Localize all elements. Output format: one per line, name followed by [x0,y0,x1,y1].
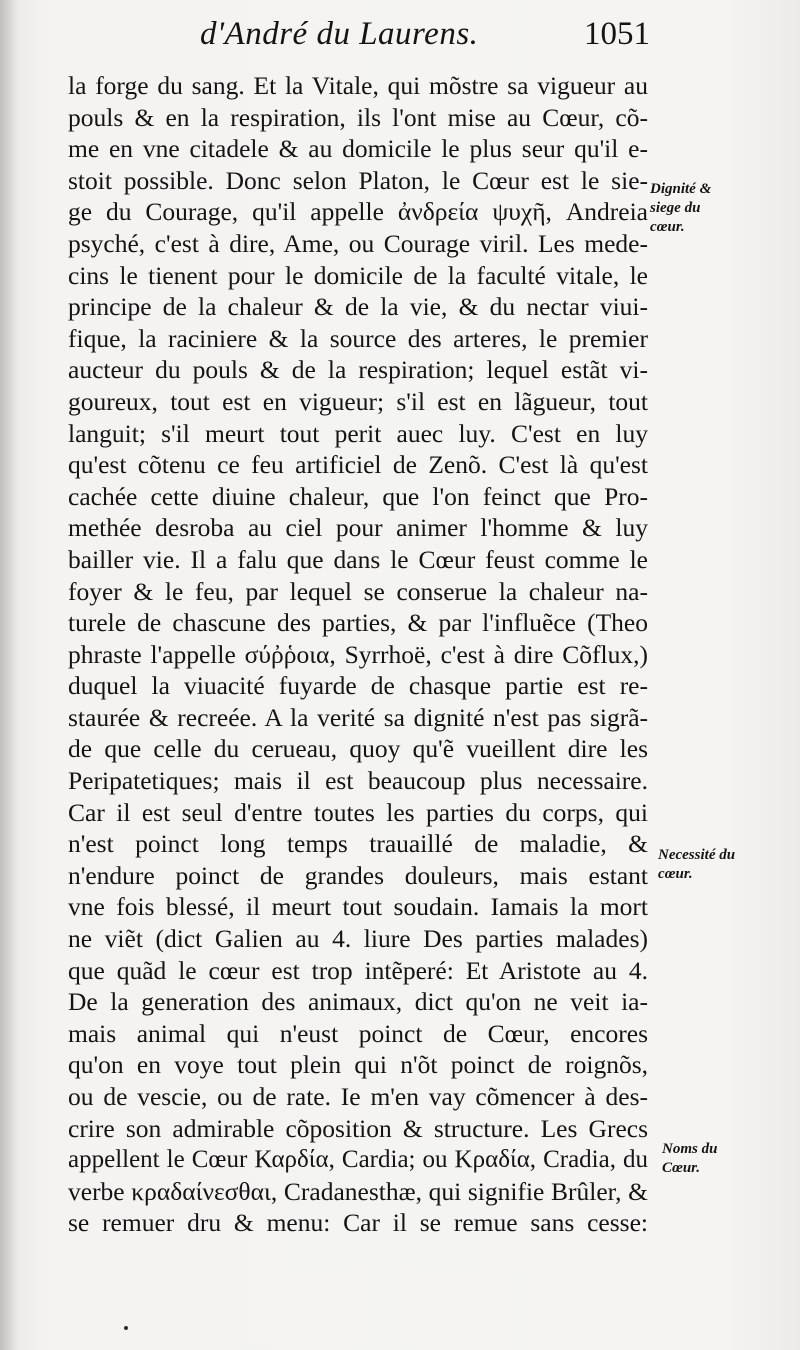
text-line: pouls & en la respiration, ils l'ont mise au Cœur, cõ- [68,102,648,132]
margin-note-line: Noms du [662,1141,718,1157]
text-line: que quãd le cœur est trop intẽperé: Et Aristote au 4. [68,955,648,985]
text-line: bailler vie. Il a falu que dans le Cœur feust comme le [68,544,648,574]
margin-note-necessite [658,846,735,884]
ink-speck [124,1326,128,1330]
text-line: qu'on en voye tout plein qui n'õt poinct de roignõs, [68,1050,648,1080]
text-line: methée desroba au ciel pour animer l'homme & luy [68,513,648,543]
text-line: appellent le Cœur Καρδία, Cardia; ou Κραδία, Cradia, du [68,1146,648,1174]
text-line: psyché, c'est à dire, Ame, ou Courage viril. Les mede- [68,228,648,258]
text-line: turele de chascune des parties, & par l'influẽce (Theo [68,608,648,638]
text-line: Car il est seul d'entre toutes les parties du corps, qui [68,797,648,827]
margin-note-line: cœur. [658,866,693,882]
text-line: duquel la viuacité fuyarde de chasque partie est re- [68,671,648,701]
page-number: 1051 [584,16,650,52]
text-line: foyer & le feu, par lequel se conserue la chaleur na- [68,576,648,606]
text-line: staurée & recreée. A la verité sa dignité n'est pas sigrã- [68,702,648,732]
text-line: vne fois blessé, il meurt tout soudain. Iamais la mort [68,892,648,922]
binding-shadow [0,0,18,1350]
text-line: cins le tienent pour le domicile de la faculté vitale, le [68,260,648,290]
text-line: qu'est cõtenu ce feu artificiel de Zenõ. C'est là qu'est [68,450,648,480]
margin-note-line: siege du [650,200,701,216]
margin-note-noms [662,1140,717,1178]
body-text [68,70,648,1239]
text-line: n'endure poinct de grandes douleurs, mais estant [68,860,648,890]
text-line: n'est poinct long temps trauaillé de maladie, & [68,829,648,859]
text-line: la forge du sang. Et la Vitale, qui mõstre sa vigueur au [68,71,648,100]
text-line: ge du Courage, qu'il appelle ἀνδρεία ψυχῆ, Andreia [68,197,648,227]
margin-note-dignite [650,180,711,237]
text-line: fique, la raciniere & la source des arteres, le premier [68,323,648,353]
page-header [200,14,650,62]
text-line: languit; s'il meurt tout perit auec luy. C'est en luy [68,418,648,448]
text-line: ne viẽt (dict Galien au 4. liure Des parties malades) [68,924,648,954]
running-head: d'André du Laurens. [200,16,479,52]
text-line: phraste l'appelle σύῤῥοια, Syrrhoë, c'est à dire Cõflux,) [68,639,648,669]
text-line: me en vne citadele & au domicile le plus seur qu'il e- [68,134,648,164]
text-line: crire son admirable cõposition & structure. Les Grecs [68,1113,648,1143]
margin-note-line: cœur. [650,219,685,235]
text-line: aucteur du pouls & de la respiration; lequel estãt vi- [68,355,648,385]
text-line: ou de vescie, ou de rate. Ie m'en vay cõmencer à des- [68,1082,648,1111]
text-line: principe de la chaleur & de la vie, & du nectar viui- [68,292,648,322]
text-line: mais animal qui n'eust poinct de Cœur, encores [68,1018,648,1048]
text-line: se remuer dru & menu: Car il se remue sans cesse: [68,1208,648,1238]
text-line: goureux, tout est en vigueur; s'il est en lãgueur, tout [68,386,648,416]
margin-note-line: Dignité & [650,181,712,197]
text-line: cachée cette diuine chaleur, que l'on feinct que Pro- [68,481,648,511]
text-line: De la generation des animaux, dict qu'on ne veit ia- [68,987,648,1017]
margin-note-line: Cœur. [662,1160,700,1176]
text-line: verbe κραδαίνεσθαι, Cradanesthæ, qui signifie Brûler, & [68,1176,648,1206]
text-line: stoit possible. Donc selon Platon, le Cœur est le sie- [68,165,648,195]
text-line: Peripatetiques; mais il est beaucoup plus necessaire. [68,766,648,796]
margin-note-line: Necessité du [658,847,736,863]
text-line: de que celle du cerueau, quoy qu'ẽ vueillent dire les [68,734,648,764]
